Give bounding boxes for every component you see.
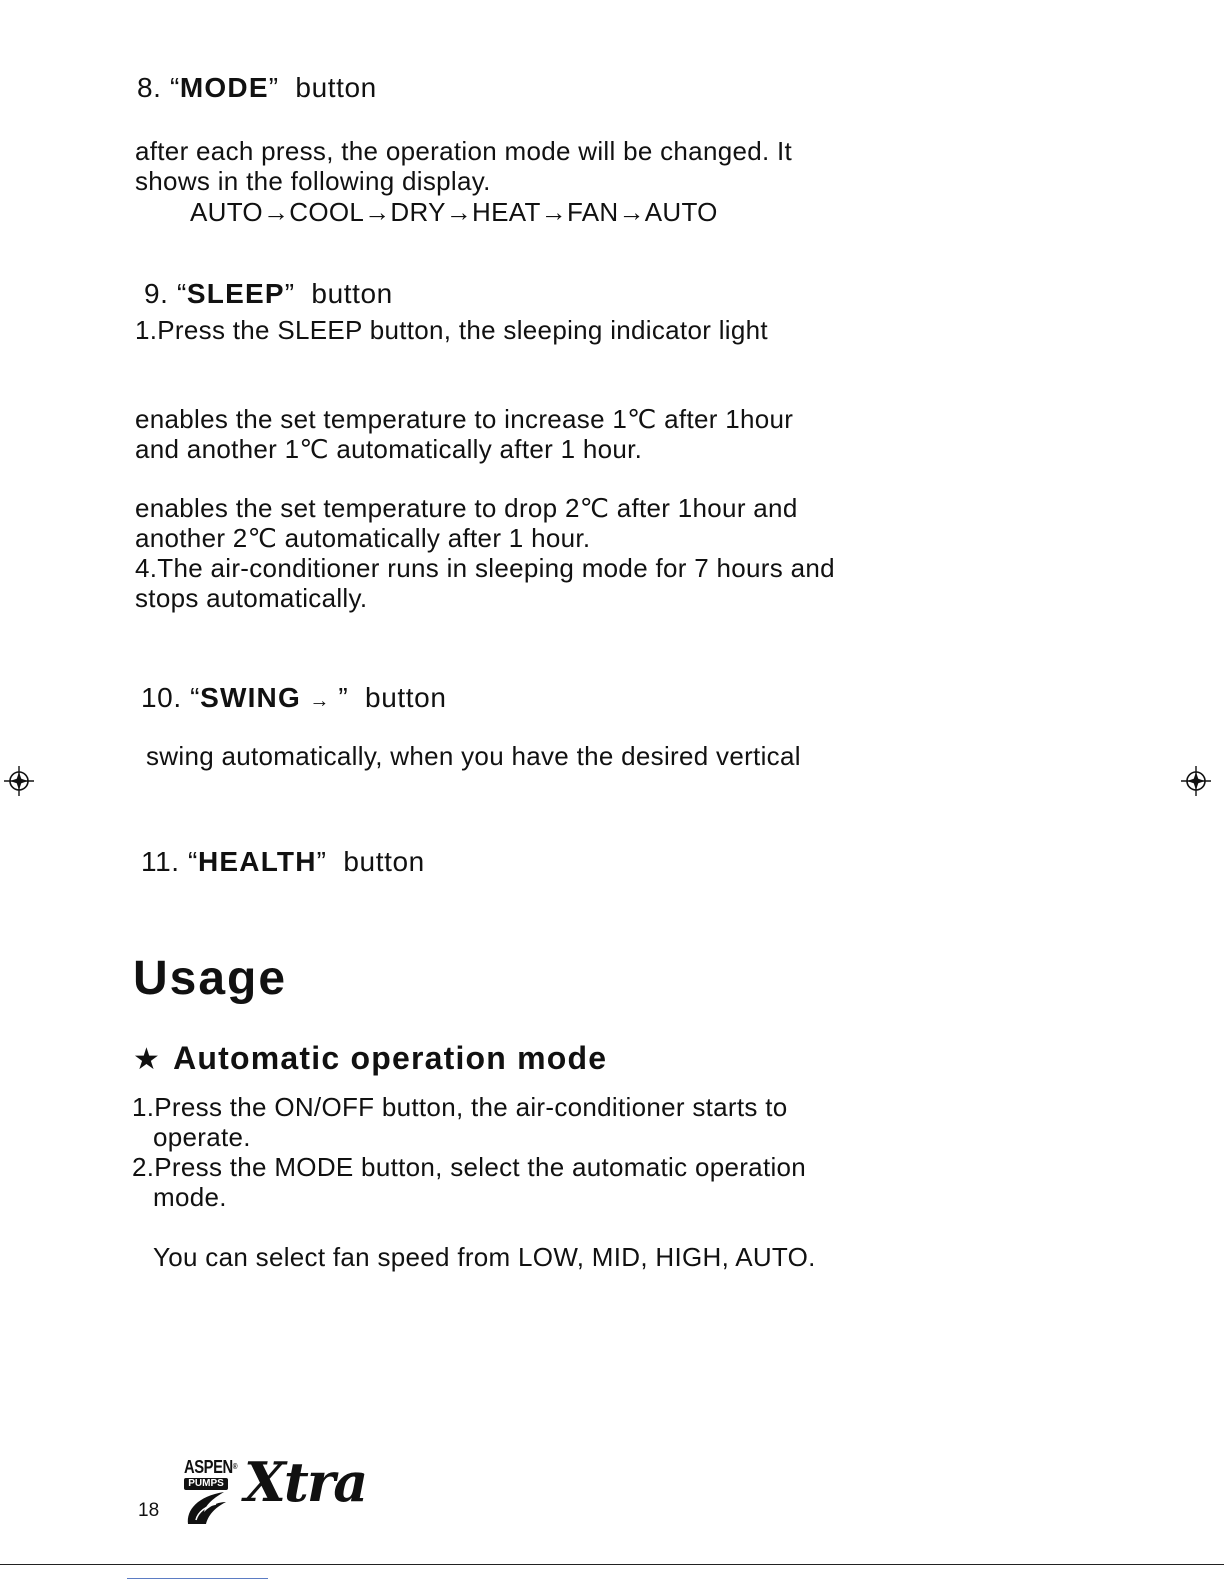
- health-open-quote: “: [188, 846, 198, 877]
- swing-line-1: swing automatically, when you have the desired vertical: [146, 741, 801, 771]
- star-icon: ★: [133, 1043, 162, 1076]
- health-suffix: button: [343, 846, 425, 877]
- sleep-line-7: stops automatically.: [135, 583, 368, 613]
- mode-line-2: shows in the following display.: [135, 166, 491, 196]
- page-number: 18: [138, 1500, 160, 1521]
- page-bottom-rule: [0, 1564, 1224, 1565]
- xtra-product-logo: [244, 1450, 366, 1514]
- pump-swirl-icon: [184, 1490, 230, 1526]
- health-heading: [141, 846, 425, 878]
- sleep-line-5: another 2℃ automatically after 1 hour.: [135, 523, 591, 553]
- sleep-line-2: enables the set temperature to increase 1℃ after 1hour: [135, 404, 794, 434]
- sleep-line-3: and another 1℃ automatically after 1 hour.: [135, 434, 643, 464]
- usage-title: Usage: [133, 952, 288, 1005]
- usage-subtitle: Automatic operation mode: [173, 1040, 608, 1076]
- sleep-line-4: enables the set temperature to drop 2℃ after 1hour and: [135, 493, 798, 523]
- sleep-close-quote: ”: [284, 278, 295, 309]
- mode-line-1: after each press, the operation mode will be changed. It: [135, 136, 793, 166]
- brand-top: ASPEN: [184, 1457, 233, 1477]
- sleep-name: SLEEP: [186, 278, 285, 309]
- swing-heading: [141, 682, 447, 717]
- mode-suffix: button: [295, 72, 377, 103]
- health-name: HEALTH: [197, 846, 317, 877]
- usage-step-2a: 2.Press the MODE button, select the automatic operation: [132, 1152, 807, 1182]
- health-close-quote: ”: [316, 846, 327, 877]
- usage-fan-note: You can select fan speed from LOW, MID, HIGH, AUTO.: [153, 1242, 816, 1272]
- swing-open-quote: “: [190, 682, 201, 713]
- usage-step-1b: operate.: [153, 1122, 251, 1152]
- usage-subtitle-row: [133, 1040, 607, 1078]
- swing-suffix: button: [365, 682, 447, 713]
- sleep-suffix: button: [311, 278, 393, 309]
- mode-heading: [137, 72, 377, 104]
- swing-arrow-icon: →: [309, 690, 330, 712]
- mode-number: 8.: [137, 72, 162, 103]
- swing-close-quote: ”: [338, 682, 349, 713]
- registration-mark-icon: [3, 765, 35, 797]
- swing-number: 10.: [141, 682, 182, 713]
- swing-name: SWING: [200, 682, 301, 713]
- sleep-number: 9.: [144, 278, 169, 309]
- product-name: Xtra: [244, 1450, 367, 1514]
- usage-step-2b: mode.: [153, 1182, 227, 1212]
- usage-step-1a: 1.Press the ON/OFF button, the air-conditioner starts to: [132, 1092, 788, 1122]
- mode-name: MODE: [179, 72, 269, 103]
- brand-bottom: PUMPS: [184, 1478, 228, 1490]
- mode-open-quote: “: [169, 72, 180, 103]
- mode-sequence: AUTO→COOL→DRY→HEAT→FAN→AUTO: [190, 197, 718, 227]
- health-number: 11.: [141, 846, 180, 877]
- registration-mark-icon: [1180, 765, 1212, 797]
- sleep-open-quote: “: [176, 278, 187, 309]
- brand-registered: ®: [232, 1462, 238, 1471]
- blue-rule: [127, 1578, 268, 1579]
- mode-close-quote: ”: [268, 72, 279, 103]
- sleep-line-1: 1.Press the SLEEP button, the sleeping indicator light: [135, 315, 768, 345]
- aspen-pumps-logo: [184, 1457, 238, 1526]
- sleep-heading: [144, 278, 393, 310]
- sleep-line-6: 4.The air-conditioner runs in sleeping mode for 7 hours and: [135, 553, 835, 583]
